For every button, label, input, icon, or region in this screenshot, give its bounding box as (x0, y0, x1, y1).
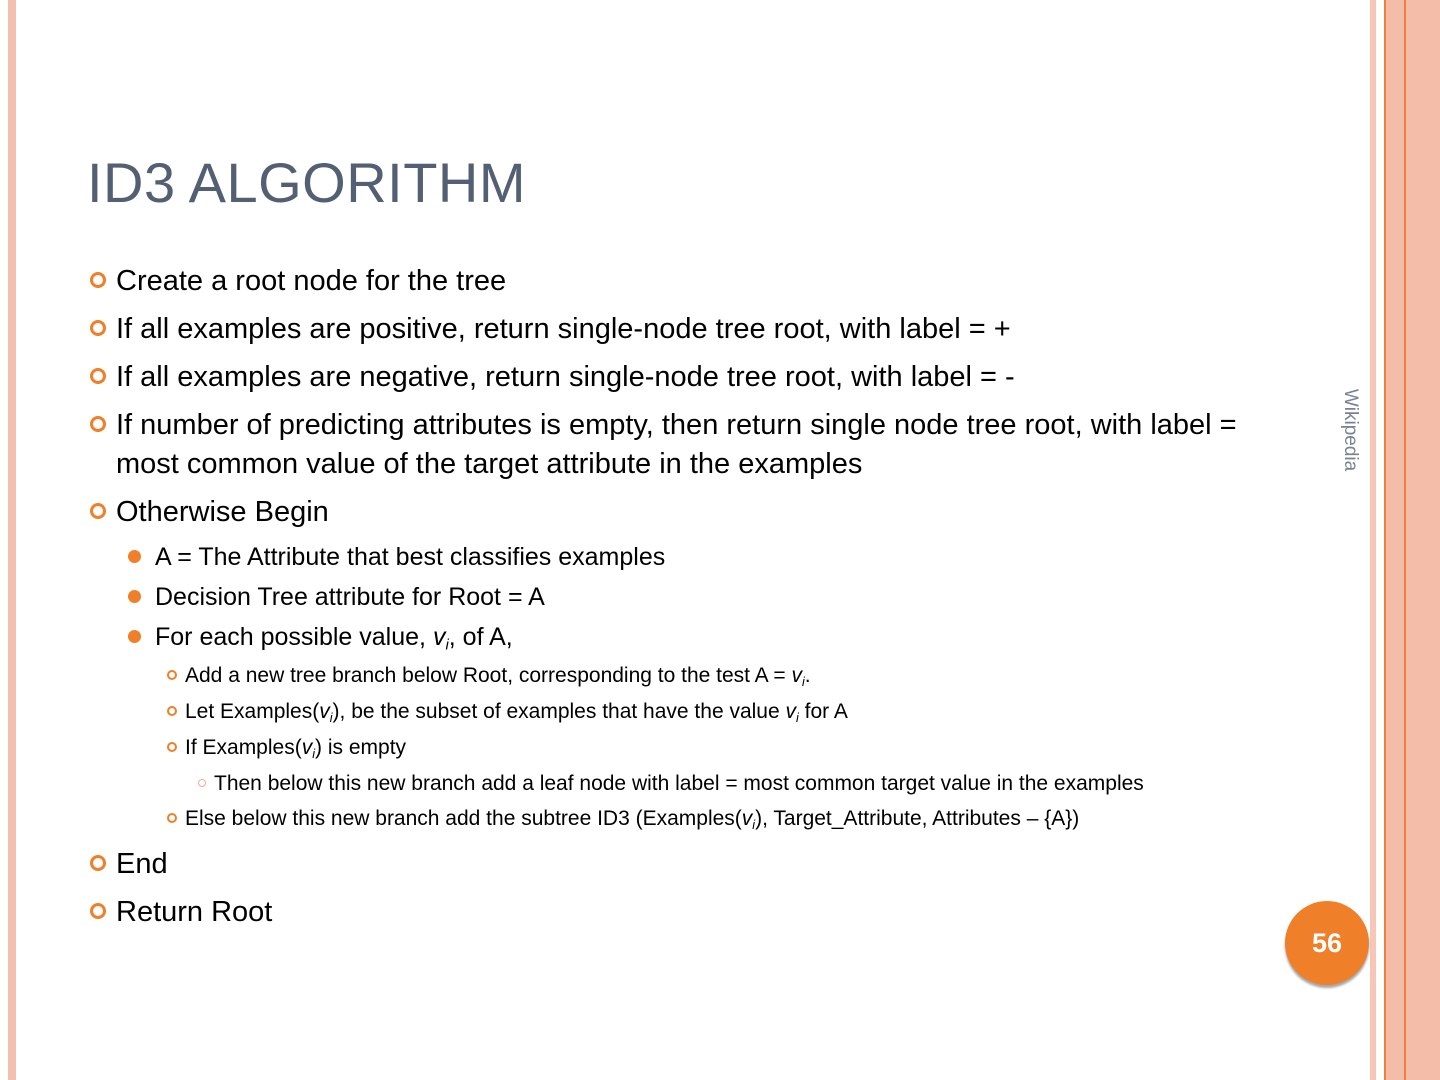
list-item (88, 406, 1238, 484)
list-item (88, 310, 1238, 349)
sub-sub-list-item (166, 804, 1238, 833)
bullet-text: Create a root node for the tree (116, 265, 507, 297)
bullet-text-end: ), Target_Attribute, Attributes – {A}) (755, 807, 1080, 830)
dot-bullet-icon (128, 630, 141, 643)
bullet-text-end: for A (798, 700, 848, 723)
bullet-text: If all examples are positive, return single-node tree root, with label = + (116, 313, 1011, 345)
math-subscript: i (329, 710, 333, 725)
bullet-text: Decision Tree attribute for Root = A (155, 583, 545, 611)
slide-title: ID3 ALGORITHM (87, 151, 527, 214)
ring-bullet-icon (90, 416, 106, 432)
list-item (88, 493, 1238, 532)
source-label: Wikipedia (1340, 388, 1361, 472)
math-subscript: i (445, 636, 449, 654)
small-ring-bullet-icon (167, 742, 177, 752)
small-ring-bullet-icon (167, 813, 177, 823)
bullet-text: If number of predicting attributes is empty, then return single node tree root, with label = most common value of the target attribute in the examples (116, 409, 1237, 480)
sub-sub-list-item (166, 661, 1238, 690)
bullet-text-start: If Examples( (185, 736, 302, 759)
tiny-ring-bullet-icon (198, 779, 206, 787)
bullet-list (88, 262, 1238, 941)
left-accent-bar (8, 0, 16, 1080)
right-accent-bars (1370, 0, 1440, 1080)
bullet-text-start: Let Examples( (185, 700, 320, 723)
bullet-text-end: , of A, (448, 623, 513, 651)
small-ring-bullet-icon (167, 670, 177, 680)
sub-list-item (127, 581, 1238, 613)
bullet-text: Return Root (116, 896, 273, 928)
math-variable: v (791, 664, 802, 687)
bullet-text-start: Add a new tree branch below Root, corresponding to the test A = (185, 664, 792, 687)
ring-bullet-icon (90, 368, 106, 384)
ring-bullet-icon (90, 855, 106, 871)
bullet-text: If all examples are negative, return single-node tree root, with label = - (116, 361, 1015, 393)
math-variable: v (432, 623, 446, 651)
bullet-text-end: . (804, 664, 811, 687)
math-variable: v (741, 807, 753, 830)
math-subscript: i (752, 817, 756, 832)
bullet-text: Then below this new branch add a leaf node with label = most common target value in the examples (214, 772, 1144, 795)
math-variable: v (319, 700, 330, 723)
list-item (88, 893, 1238, 932)
math-variable: v (785, 700, 796, 723)
sub-sub-list-item (166, 733, 1238, 762)
small-ring-bullet-icon (167, 706, 177, 716)
bullet-text-start: Else below this new branch add the subtree ID3 (Examples( (185, 807, 742, 830)
sub-list-item (127, 621, 1238, 653)
math-subscript: i (796, 710, 799, 725)
math-subscript: i (801, 674, 805, 689)
math-subscript: i (312, 746, 316, 761)
ring-bullet-icon (90, 272, 106, 288)
bullet-text-middle: ), be the subset of examples that have the value (332, 700, 786, 723)
ring-bullet-icon (90, 503, 106, 519)
bullet-text: End (116, 848, 168, 880)
ring-bullet-icon (90, 903, 106, 919)
bullet-text: Otherwise Begin (116, 496, 329, 528)
level-4-list-item (196, 769, 1238, 799)
list-item (88, 358, 1238, 397)
bullet-text: A = The Attribute that best classifies examples (155, 543, 666, 571)
sub-list-item (127, 541, 1238, 573)
dot-bullet-icon (128, 550, 141, 563)
list-item (88, 845, 1238, 884)
list-item (88, 262, 1238, 301)
math-variable: v (301, 736, 313, 759)
dot-bullet-icon (128, 590, 141, 603)
bullet-text-end: ) is empty (315, 736, 407, 759)
ring-bullet-icon (90, 320, 106, 336)
page-number-badge: 56 (1285, 901, 1369, 985)
bullet-text-start: For each possible value, (155, 623, 433, 651)
sub-sub-list-item (166, 697, 1238, 726)
